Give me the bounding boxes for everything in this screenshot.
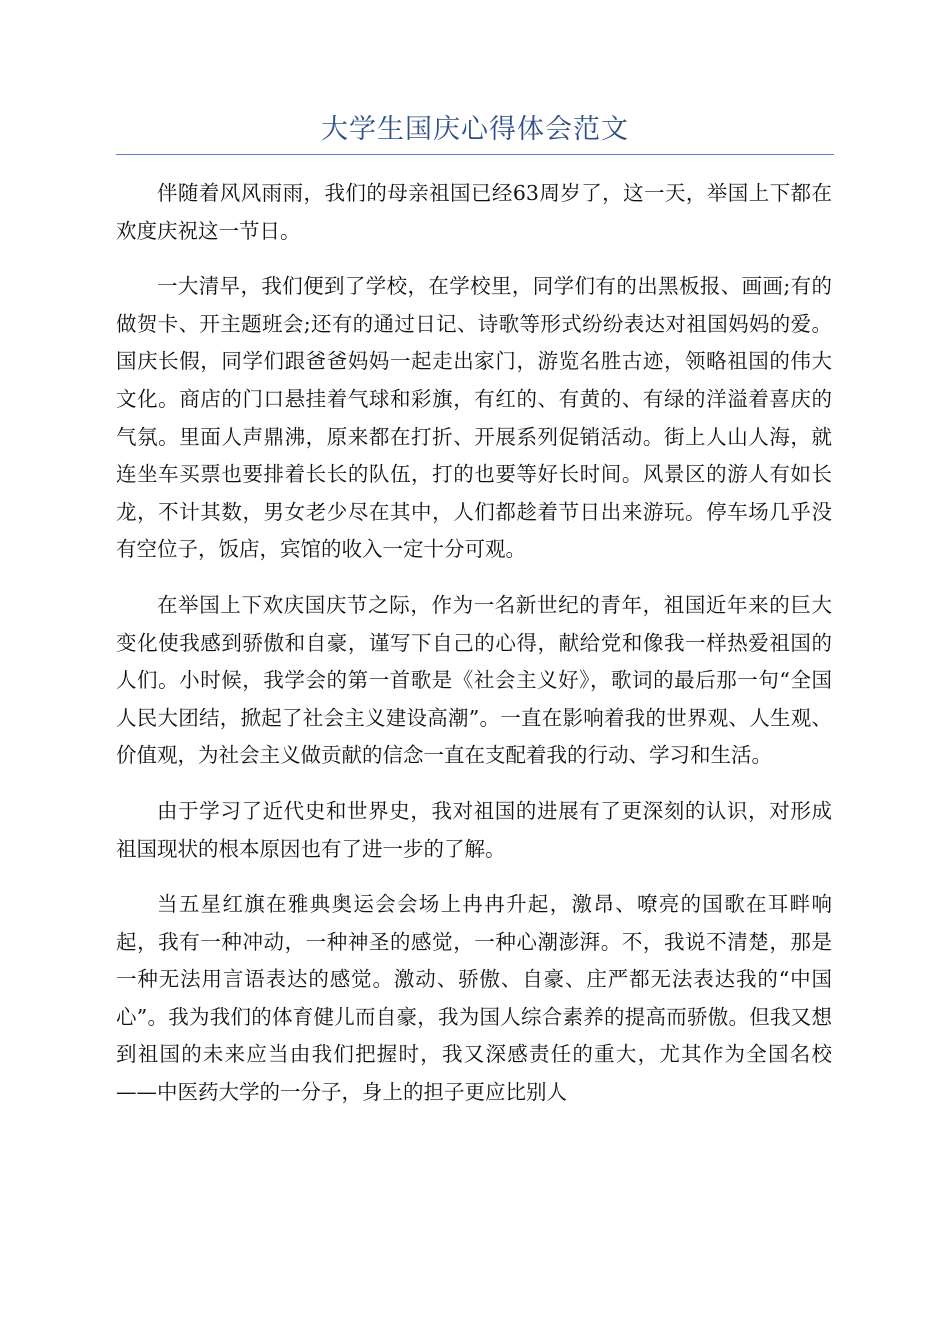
paragraph-3: 在举国上下欢庆国庆节之际，作为一名新世纪的青年，祖国近年来的巨大变化使我感到骄傲和自豪，谨写下自己的心得，献给党和像我一样热爱祖国的人们。小时候，我学会的第一首歌是《社会主义好》，歌词的最后那一句“全国人民大团结，掀起了社会主义建设高潮”。一直在影响着我的世界观、人生观、价值观，为社会主义做贡献的信念一直在支配着我的行动、学习和生活。	[116, 592, 832, 768]
document-body	[116, 175, 832, 1130]
paragraph-2: 一大清早，我们便到了学校，在学校里，同学们有的出黑板报、画画;有的做贺卡、开主题班会;还有的通过日记、诗歌等形式纷纷表达对祖国妈妈的爱。国庆长假，同学们跟爸爸妈妈一起走出家门，游览名胜古迹，领略祖国的伟大文化。商店的门口悬挂着气球和彩旗，有红的、有黄的、有绿的洋溢着喜庆的气氛。里面人声鼎沸，原来都在打折、开展系列促销活动。街上人山人海，就连坐车买票也要排着长长的队伍，打的也要等好长时间。风景区的游人有如长龙，不计其数，男女老少尽在其中，人们都趁着节日出来游玩。停车场几乎没有空位子，饭店，宾馆的收入一定十分可观。	[116, 274, 832, 562]
paragraph-4: 由于学习了近代史和世界史，我对祖国的进展有了更深刻的认识，对形成祖国现状的根本原因也有了进一步的了解。	[116, 798, 832, 861]
paragraph-5: 当五星红旗在雅典奥运会会场上冉冉升起，激昂、嘹亮的国歌在耳畔响起，我有一种冲动，一种神圣的感觉，一种心潮澎湃。不，我说不清楚，那是一种无法用言语表达的感觉。激动、骄傲、自豪、庄严都无法表达我的“中国心”。我为我们的体育健儿而自豪，我为国人综合素养的提高而骄傲。但我又想到祖国的未来应当由我们把握时，我又深感责任的重大，尤其作为全国名校——中医药大学的一分子，身上的担子更应比别人	[116, 892, 832, 1105]
paragraph-1: 伴随着风风雨雨，我们的母亲祖国已经63周岁了，这一天，举国上下都在欢度庆祝这一节日。	[116, 181, 832, 243]
title-underline	[116, 154, 834, 155]
document-title: 大学生国庆心得体会范文	[321, 114, 629, 145]
